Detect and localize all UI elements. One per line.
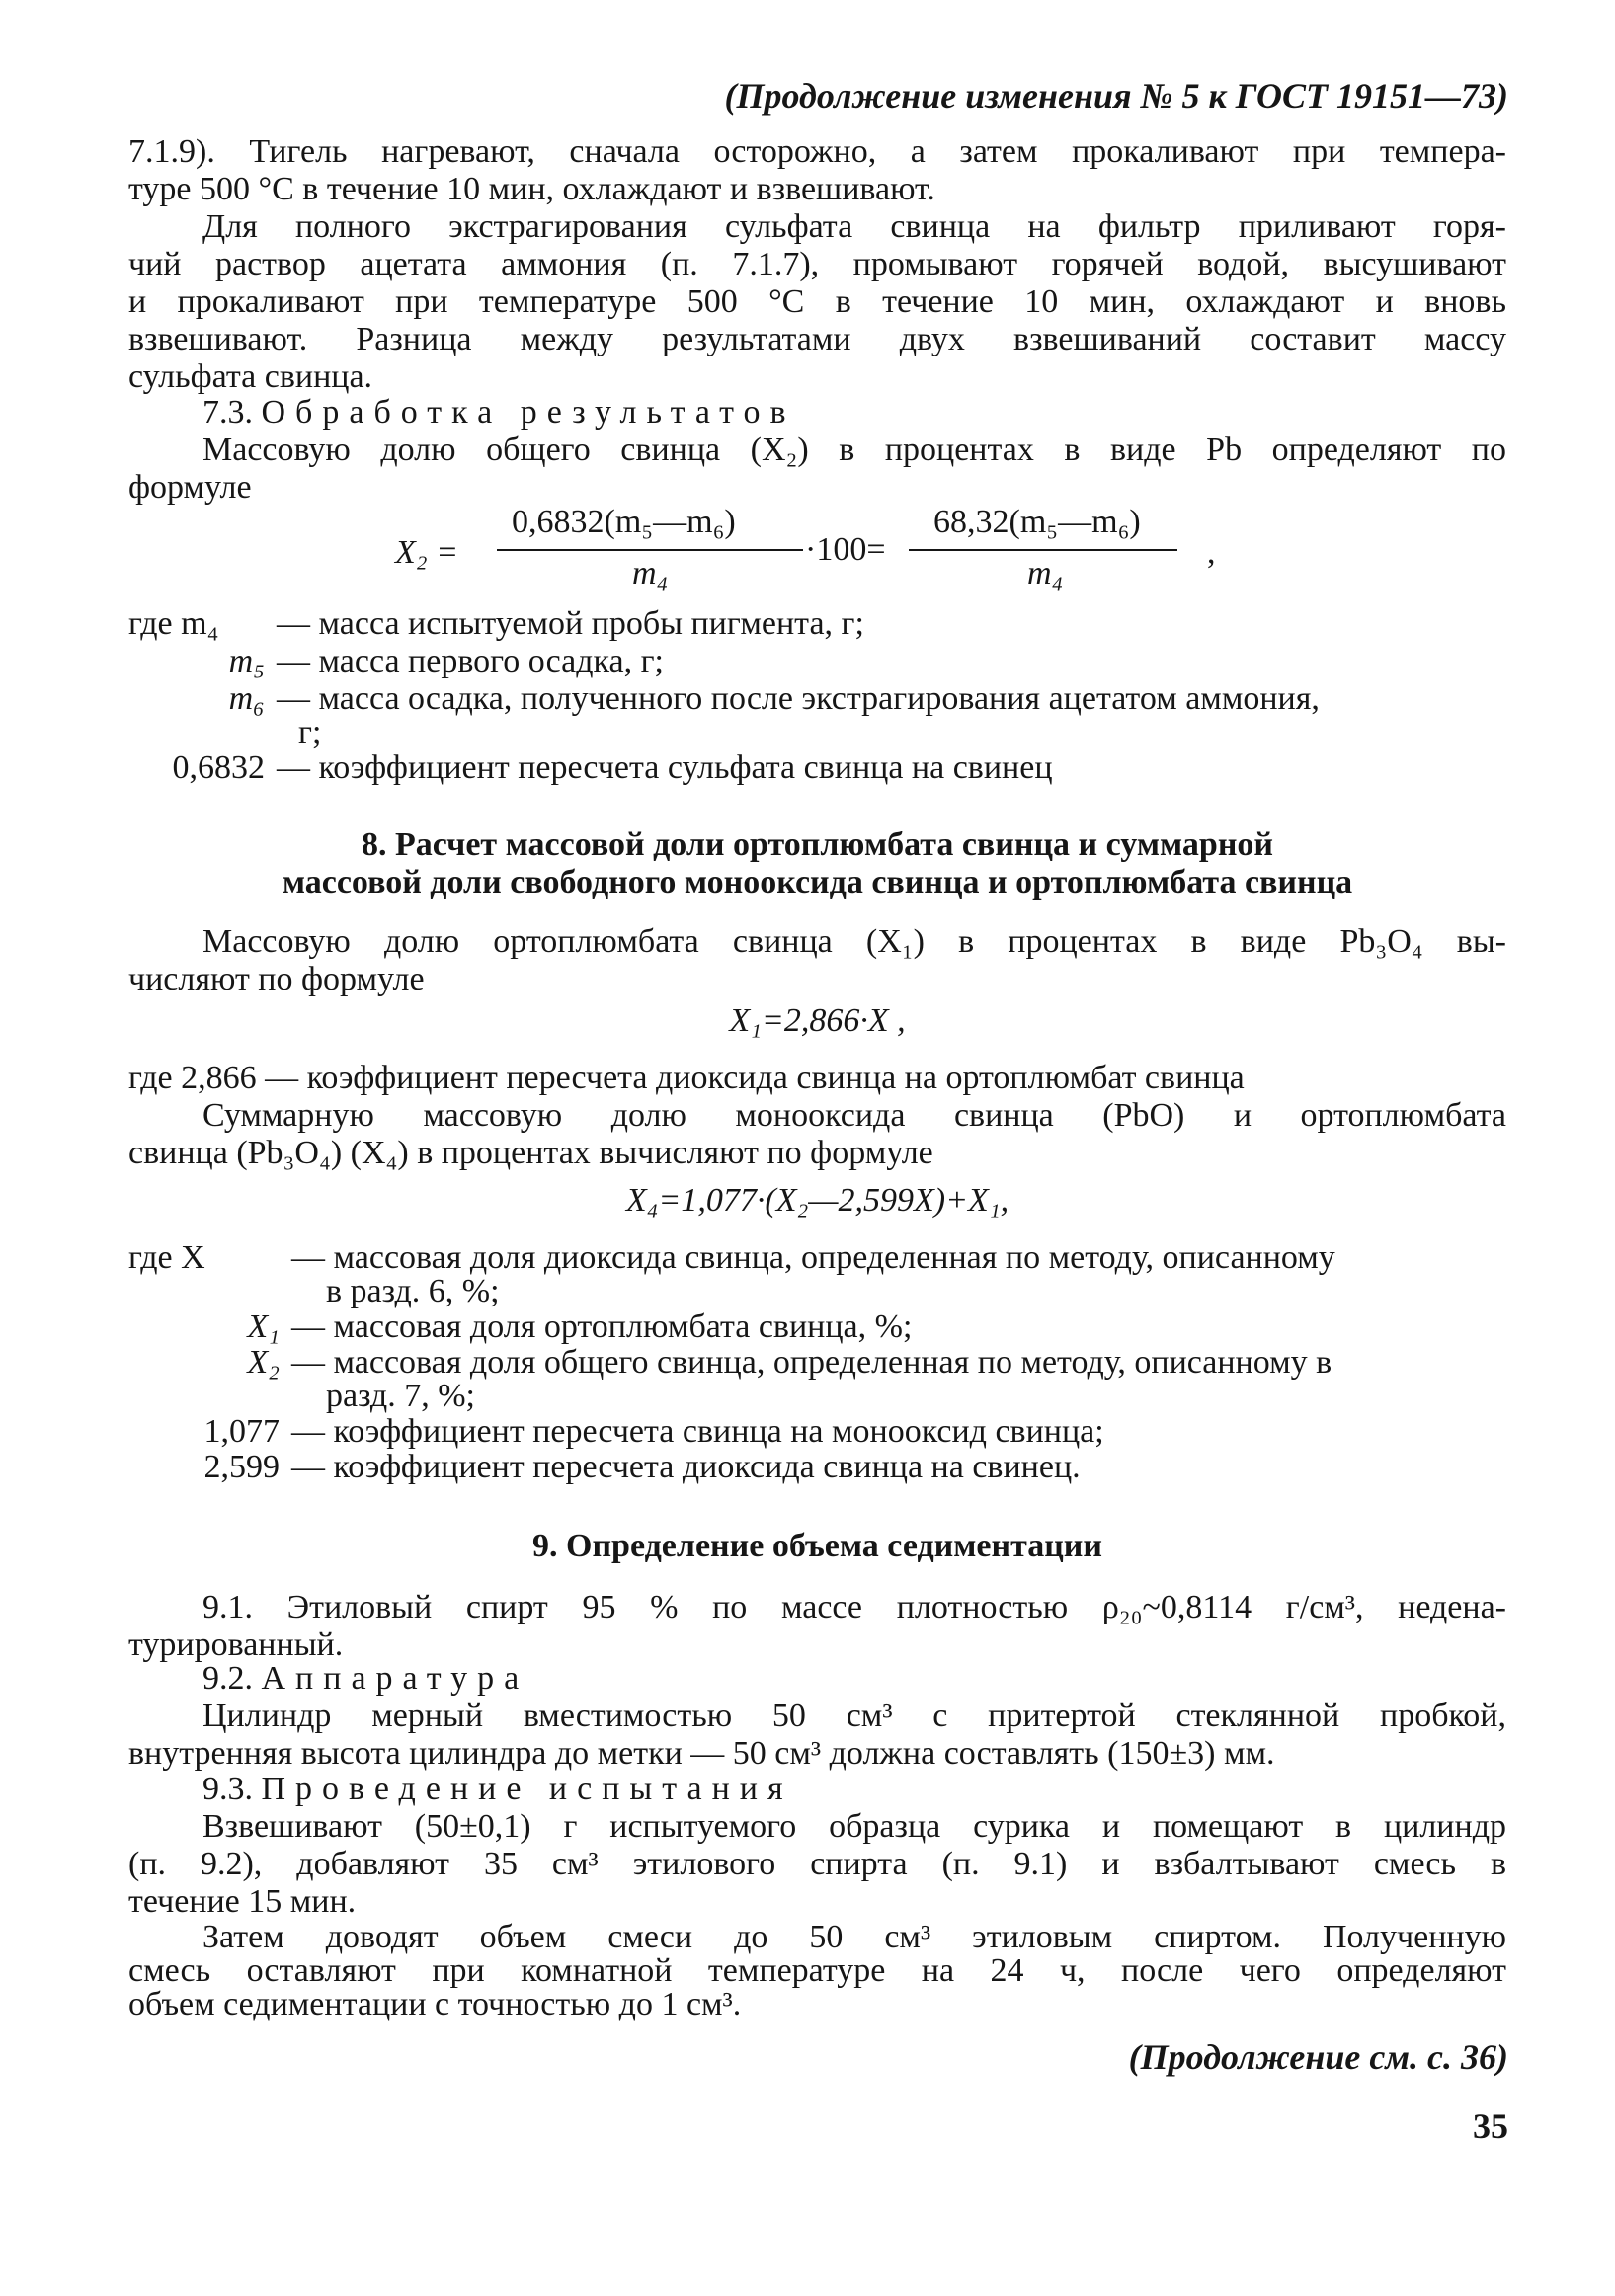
definition-text: разд. 7, %; [326, 1378, 475, 1414]
continuation-note: (Продолжение см. с. 36) [1128, 2037, 1508, 2077]
text-line: течение 15 мин. [128, 1883, 357, 1920]
section-number: 9.3. [202, 1771, 253, 1807]
text-line: взвешивают. Разница между результатами двух взвешиваний составит массу [128, 321, 1506, 357]
page-number: 35 [1473, 2106, 1508, 2146]
section-title: Проведение испытания [261, 1771, 793, 1807]
definition-term: X₁ [247, 1308, 280, 1345]
section-heading-8-line2: массовой доли свободного монооксида свинца и ортоплюмбата свинца [282, 864, 1353, 901]
section-number: 9.2. [202, 1660, 253, 1697]
text-line: формуле [128, 469, 252, 506]
section-heading-8-line1: 8. Расчет массовой доли ортоплюмбата свинца и суммарной [361, 827, 1274, 863]
text-line: свинца (Pb₃O₄) (X₄) в процентах вычисляют по формуле [128, 1135, 933, 1171]
definition-text: — массовая доля ортоплюмбата свинца, %; [291, 1308, 913, 1345]
text-line: Массовую долю общего свинца (X₂) в процентах в виде Pb определяют по [202, 432, 1506, 468]
text-line: Затем доводят объем смеси до 50 см³ этиловым спиртом. Полученную [202, 1919, 1506, 1955]
formula-denominator: m₄ [1027, 555, 1064, 592]
definition-term: X₂ [247, 1344, 280, 1381]
formula-x4: X₄=1,077·(X₂—2,599X)+X₁, [625, 1182, 1009, 1219]
text-line: турированный. [128, 1626, 344, 1663]
text-line: смесь оставляют при комнатной температуре на 24 ч, после чего определяют [128, 1952, 1506, 1989]
text-line: (п. 9.2), добавляют 35 см³ этилового спирта (п. 9.1) и взбалтывают смесь в [128, 1846, 1506, 1882]
definition-term: 0,6832 [172, 750, 265, 786]
text-line: Взвешивают (50±0,1) г испытуемого образца сурика и помещают в цилиндр [202, 1808, 1506, 1845]
definition-text: — масса испытуемой пробы пигмента, г; [277, 605, 864, 642]
formula-numerator: 0,6832(m₅—m₆) [512, 504, 736, 540]
definition-term: где m₄ [128, 605, 219, 642]
definition-term: 1,077 [203, 1413, 280, 1450]
text-line: и прокаливают при температуре 500 °С в течение 10 мин, охлаждают и вновь [128, 283, 1506, 320]
section-heading-7-3 [202, 393, 1506, 433]
definition-text: г; [298, 714, 322, 751]
text-line: Цилиндр мерный вместимостью 50 см³ с притертой стеклянной пробкой, [202, 1698, 1506, 1734]
text-line: 7.1.9). Тигель нагревают, сначала осторожно, а затем прокаливают при темпера- [128, 133, 1506, 170]
section-number: 7.3. [202, 394, 253, 431]
text-line: 9.1. Этиловый спирт 95 % по массе плотностью ρ₂₀~0,8114 г/см³, недена- [202, 1589, 1506, 1625]
definition-text: в разд. 6, %; [326, 1273, 500, 1309]
text-line: туре 500 °С в течение 10 мин, охлаждают и взвешивают. [128, 171, 935, 207]
text-line: чий раствор ацетата аммония (п. 7.1.7), промывают горячей водой, высушивают [128, 246, 1506, 282]
text-line: Для полного экстрагирования сульфата свинца на фильтр приливают горя- [202, 208, 1506, 245]
definition-term: где X [128, 1239, 205, 1276]
definition-term: 2,599 [203, 1449, 280, 1485]
formula-denominator: m₄ [632, 555, 669, 592]
fraction-bar [497, 549, 803, 551]
text-line: где 2,866 — коэффициент пересчета диоксида свинца на ортоплюмбат свинца [128, 1060, 1245, 1096]
section-title: Аппаратура [261, 1660, 529, 1697]
formula-numerator: 68,32(m₅—m₆) [933, 504, 1141, 540]
definition-term: m₅ [228, 643, 265, 679]
text-line: внутренняя высота цилиндра до метки — 50 см³ должна составлять (150±3) мм. [128, 1735, 1275, 1772]
definition-text: — массовая доля общего свинца, определенная по методу, описанному в [291, 1344, 1332, 1381]
text-line: Массовую долю ортоплюмбата свинца (X₁) в процентах в виде Pb₃O₄ вы- [202, 923, 1506, 960]
section-heading-9: 9. Определение объема седиментации [532, 1528, 1102, 1564]
definition-text: — масса осадка, полученного после экстрагирования ацетатом аммония, [277, 680, 1320, 717]
definition-text: — масса первого осадка, г; [277, 643, 664, 679]
text-line: числяют по формуле [128, 961, 425, 997]
definition-text: — массовая доля диоксида свинца, определенная по методу, описанному [291, 1239, 1335, 1276]
section-heading-9-3 [202, 1770, 1506, 1809]
formula-x1: X₁=2,866·X , [729, 1002, 906, 1039]
text-line: сульфата свинца. [128, 358, 373, 395]
definition-term: m₆ [228, 680, 265, 717]
text-line: объем седиментации с точностью до 1 см³. [128, 1986, 742, 2022]
formula-multiplier: ·100= [805, 531, 886, 568]
running-header: (Продолжение изменения № 5 к ГОСТ 19151—73) [724, 76, 1508, 116]
section-title: Обработка результатов [261, 394, 796, 431]
fraction-bar [909, 549, 1177, 551]
text-line: Суммарную массовую долю монооксида свинца (PbO) и ортоплюмбата [202, 1097, 1506, 1134]
definition-text: — коэффициент пересчета свинца на монооксид свинца; [291, 1413, 1104, 1450]
definition-text: — коэффициент пересчета диоксида свинца на свинец. [291, 1449, 1081, 1485]
formula-lhs: X₂ = [395, 534, 459, 571]
formula-tail: , [1207, 534, 1216, 571]
definition-text: — коэффициент пересчета сульфата свинца на свинец [277, 750, 1053, 786]
section-heading-9-2 [202, 1659, 1506, 1699]
